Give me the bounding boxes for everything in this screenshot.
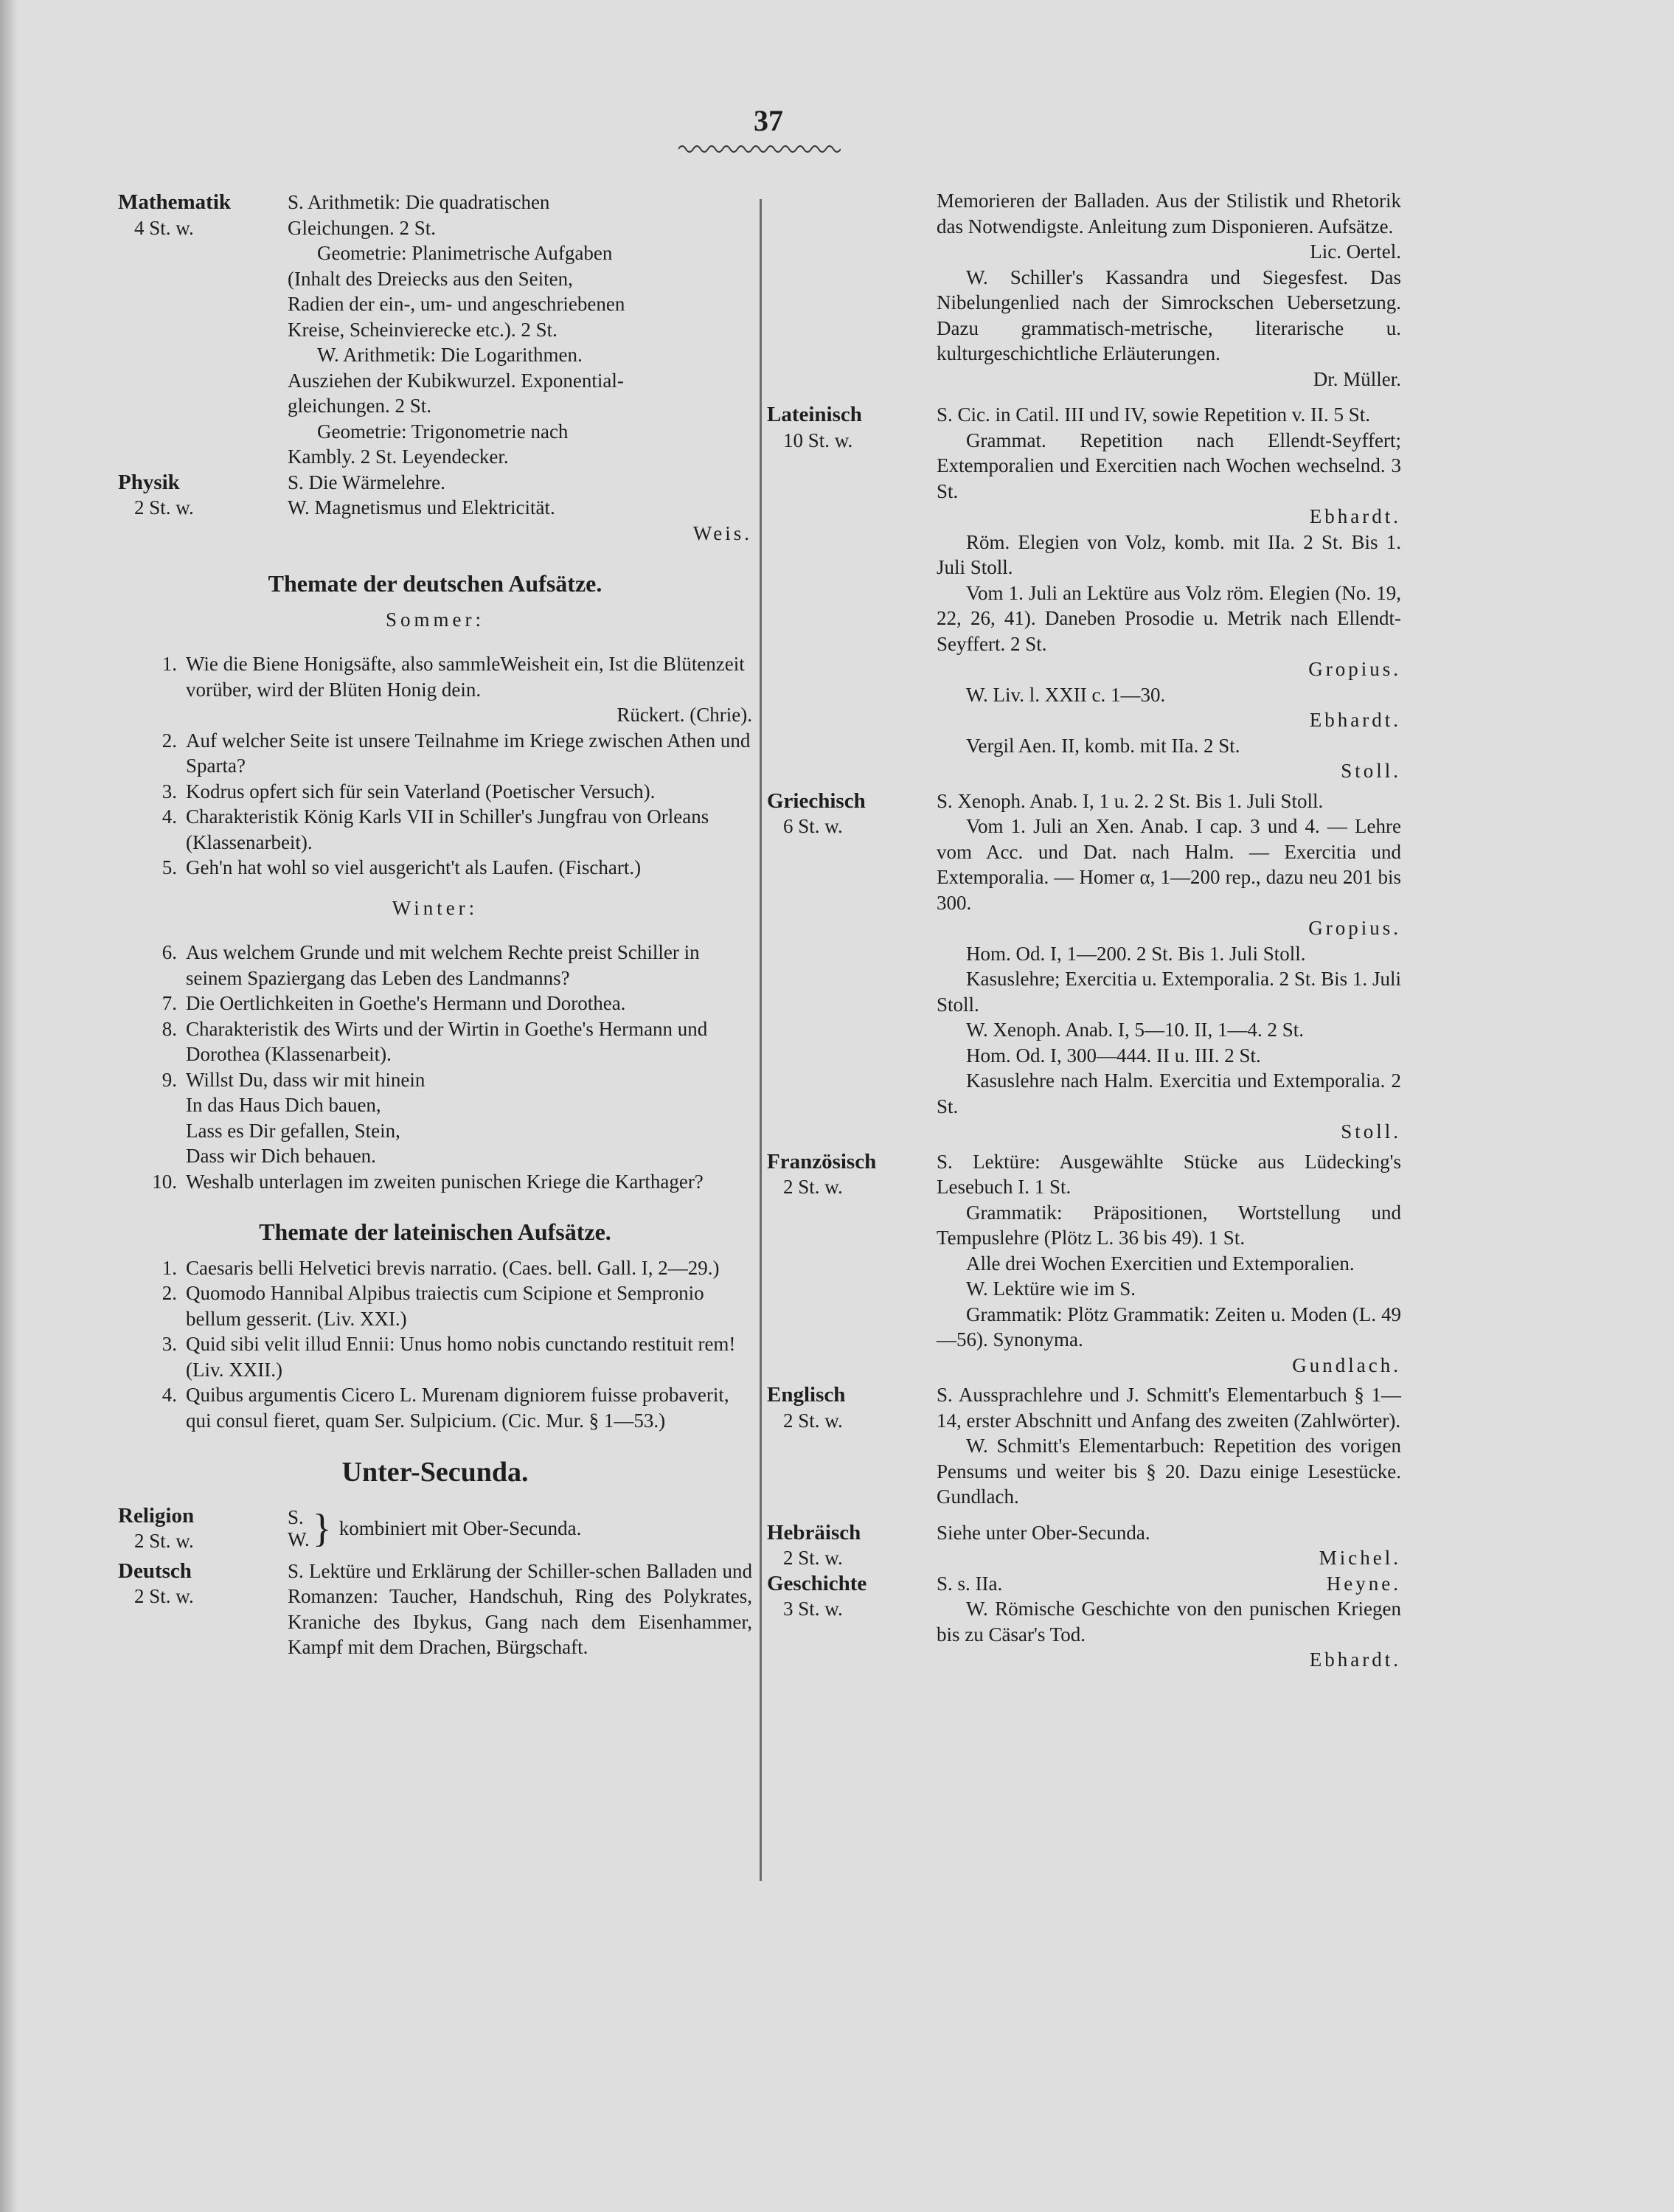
teacher-name: Weis. [692,521,752,544]
text-line: Kambly. 2 St. Leyendecker. [288,445,509,468]
text-line: gleichungen. 2 St. [288,395,431,417]
section-heading: Themate der deutschen Aufsätze. [268,570,602,597]
teacher-name: Gundlach. [1292,1353,1401,1376]
subject-name: Englisch [767,1383,846,1407]
text-line: S. Arithmetik: Die quadratischen [288,191,550,213]
subject-deutsch: Deutsch 2 St. w. S. Lektüre und Erklärung der Schiller-schen Balladen und Romanzen: Taucher, Handschuh, Ring des Polykrates, Kraniche des Ibykus, Gang nach dem Eisenhammer, Kampf mit dem Drachen, Bürgschaft. [118,1559,752,1658]
subject-franzoesisch: Französisch 2 St. w. S. Lektüre: Ausgewählte Stücke aus Lüdecking's Lesebuch I. 1 St. Grammatik: Präpositionen, Wortstellung und Tempuslehre (Plötz L. 36 bis 49). 1 St. Alle drei Wochen Exercitien und Extemporalien. W. Lektüre wie im S. Grammatik: Plötz Grammatik: Zeiten u. Moden (L. 49—56). Synonyma. Gundlach. [767,1149,1401,1379]
class-heading: Unter-Secunda. [341,1457,529,1488]
subject-hours: 2 St. w. [134,496,194,519]
subject-name: Hebräisch [767,1520,861,1544]
list-item: 9. Willst Du, dass wir mit hinein In das Haus Dich bauen, Lass es Dir gefallen, Stein, Dass wir Dich behauen. [118,1067,752,1169]
subject-name: Geschichte [767,1571,867,1595]
page-number: 37 [754,104,783,137]
teacher-name: Dr. Müller. [1313,367,1401,390]
list-item: 2. Auf welcher Seite ist unsere Teilnahme im Kriege zwischen Athen und Sparta? [162,729,751,777]
teacher-name: Gropius. [1308,917,1401,939]
list-item: 7. Die Oertlichkeiten in Goethe's Hermann und Dorothea. [162,992,626,1014]
list-item: 1. Wie die Biene Honigsäfte, also sammleWeisheit ein, Ist die Blütenzeit vorüber, wird der Blüten Honig dein. Rückert. (Chrie). [162,653,752,726]
subject-englisch: Englisch 2 St. w. S. Aussprachlehre und J. Schmitt's Elementarbuch § 1—14, erster Abschnitt und Anfang des zweiten (Zahlwörter). W. Schmitt's Elementarbuch: Repetition des vorigen Pensums und weiter bis § 20. Dazu einige Lesestücke. Gundlach. [767,1383,1401,1508]
text-line: Radien der ein-, um- und angeschriebenen [288,293,625,315]
text-line: Geometrie: Trigonometrie nach [317,420,569,443]
poem-line: Lass es Dir gefallen, Stein, [186,1119,400,1142]
teacher-name: Gropius. [1308,658,1401,680]
right-column [767,188,1401,1673]
subject-physik [118,470,752,547]
subject-hebraeisch: Hebräisch 2 St. w. Siehe unter Ober-Secunda. Michel. [767,1520,1401,1571]
subject-hours: 2 St. w. [783,1176,843,1198]
subject-griechisch: Griechisch 6 St. w. S. Xenoph. Anab. I, 1 u. 2. 2 St. Bis 1. Juli Stoll. Vom 1. Juli an Xen. Anab. I cap. 3 und 4. — Lehre vom Acc. und Dat. nach Halm. — Exercitia und Extemporalia. — Homer α, 1—200 rep., dazu neu 201 bis 300. Gropius. Hom. Od. I, 1—200. 2 St. Bis 1. Juli Stoll. Kasuslehre; Exercitia u. Extemporalia. 2 St. Bis 1. Juli Stoll. W. Xenoph. Anab. I, 5—10. II, 1—4. 2 St. Hom. Od. I, 300—444. II u. III. 2 St. Kasuslehre nach Halm. Exercitia und Extemporalia. 2 St. Stoll. [767,788,1401,1145]
teacher-name: Ebhardt. [1309,505,1401,527]
list-item: 4. Quibus argumentis Cicero L. Murenam digniorem fuisse probaverit, qui consul fieret, quam Ser. Sulpicium. (Cic. Mur. § 1—53.) [162,1384,729,1432]
list-item: 3. Quid sibi velit illud Ennii: Unus homo nobis cunctando restituit rem! (Liv. XXII.) [162,1333,736,1381]
text-line: W. Magnetismus und Elektricität. [288,496,555,519]
subject-name: Physik [118,470,180,494]
text-line: S. Die Wärmelehre. [288,471,445,493]
binding-edge [0,0,18,2212]
left-column [118,190,752,1660]
teacher-name: Michel. [1319,1547,1401,1569]
text-line: Geometrie: Planimetrische Aufgaben [317,242,613,264]
subject-hours: 4 St. w. [134,216,194,239]
teacher-name: Ebhardt. [1309,709,1401,731]
text-line: Ausziehen der Kubikwurzel. Exponential- [288,369,624,392]
list-item: 2. Quomodo Hannibal Alpibus traiectis cum Scipione et Sempronio bellum gesserit. (Liv. XXI.) [162,1282,704,1330]
list-item: 8. Charakteristik des Wirts und der Wirtin in Goethe's Hermann und Dorothea (Klassenarbeit). [162,1017,708,1065]
subject-name: Deutsch [118,1559,192,1583]
column-divider [760,199,762,1881]
subject-hours: 3 St. w. [783,1598,843,1620]
subject-name: Lateinisch [767,403,862,426]
subject-hours: 2 St. w. [134,1530,194,1552]
season-label: Sommer: [386,608,485,631]
teacher-name: Stoll. [1341,760,1401,782]
subject-mathematik [118,190,752,470]
list-item: 4. Charakteristik König Karls VII in Schiller's Jungfrau von Orleans (Klassenarbeit). [162,805,709,853]
subject-hours: 2 St. w. [783,1409,843,1432]
list-item: 6. Aus welchem Grunde und mit welchem Rechte preist Schiller in seinem Spaziergang das Leben des Landmanns? [162,941,700,989]
subject-religion: Religion 2 St. w. S. W. } kombiniert mit Ober-Secunda. [118,1503,752,1554]
teacher-name: Lic. Oertel. [1310,240,1401,263]
teacher-name: Ebhardt. [1309,1648,1401,1671]
subject-hours: 10 St. w. [783,429,853,451]
list-item: 10. Weshalb unterlagen im zweiten punischen Kriege die Karthager? [152,1170,704,1193]
text-line: Kreise, Scheinvierecke etc.). 2 St. [288,318,558,341]
ornament-rule [678,140,841,156]
section-heading: Themate der lateinischen Aufsätze. [259,1218,611,1245]
list-item: 1. Caesaris belli Helvetici brevis narratio. (Caes. bell. Gall. I, 2—29.) [162,1256,720,1279]
list-item: 3. Kodrus opfert sich für sein Vaterland (Poetischer Versuch). [162,780,656,802]
poem-line: In das Haus Dich bauen, [186,1094,381,1116]
subject-hours: 2 St. w. [134,1585,194,1607]
text-line: (Inhalt des Dreiecks aus den Seiten, [288,267,573,290]
teacher-name: Heyne. [1326,1572,1401,1595]
subject-name: Französisch [767,1149,877,1173]
text-line: Gleichungen. 2 St. [288,216,436,239]
text-line: W. Arithmetik: Die Logarithmen. [317,344,583,366]
subject-geschichte: Geschichte 3 St. w. S. s. IIa. Heyne. W. Römische Geschichte von den punischen Kriegen bis zu Cäsar's Tod. Ebhardt. [767,1571,1401,1673]
subject-name: Mathematik [118,190,232,214]
subject-deutsch-continued: Memorieren der Balladen. Aus der Stilistik und Rhetorik das Notwendigste. Anleitung zum Disponieren. Aufsätze. Lic. Oertel. W. Schiller's Kassandra und Siegesfest. Das Nibelungenlied nach der Simrockschen Uebersetzung. Dazu grammatisch-metrische, literarische u. kulturgeschichtliche Erläuterungen. Dr. Müller. [767,188,1401,392]
subject-hours: 2 St. w. [783,1547,843,1569]
subject-lateinisch: Lateinisch 10 St. w. S. Cic. in Catil. III und IV, sowie Repetition v. II. 5 St. Grammat. Repetition nach Ellendt-Seyffert; Extemporalien und Exercitien nach Wochen wechselnd. 3 St. Ebhardt. Röm. Elegien von Volz, komb. mit IIa. 2 St. Bis 1. Juli Stoll. Vom 1. Juli an Lektüre aus Volz röm. Elegien (No. 19, 22, 26, 41). Daneben Prosodie u. Metrik nach Ellendt-Seyffert. 2 St. Gropius. W. Liv. l. XXII c. 1—30. Ebhardt. Vergil Aen. II, komb. mit IIa. 2 St. Stoll. [767,402,1401,784]
subject-hours: 6 St. w. [783,815,843,837]
list-item: 5. Geh'n hat wohl so viel ausgericht't als Laufen. (Fischart.) [162,856,642,878]
poem-line: Dass wir Dich behauen. [186,1145,376,1167]
brace: } [312,1506,332,1550]
poem-line: Willst Du, dass wir mit hinein [186,1068,426,1091]
season-label: Winter: [392,896,479,919]
subject-name: Griechisch [767,788,866,813]
subject-name: Religion [118,1503,195,1528]
teacher-name: Stoll. [1341,1120,1401,1143]
